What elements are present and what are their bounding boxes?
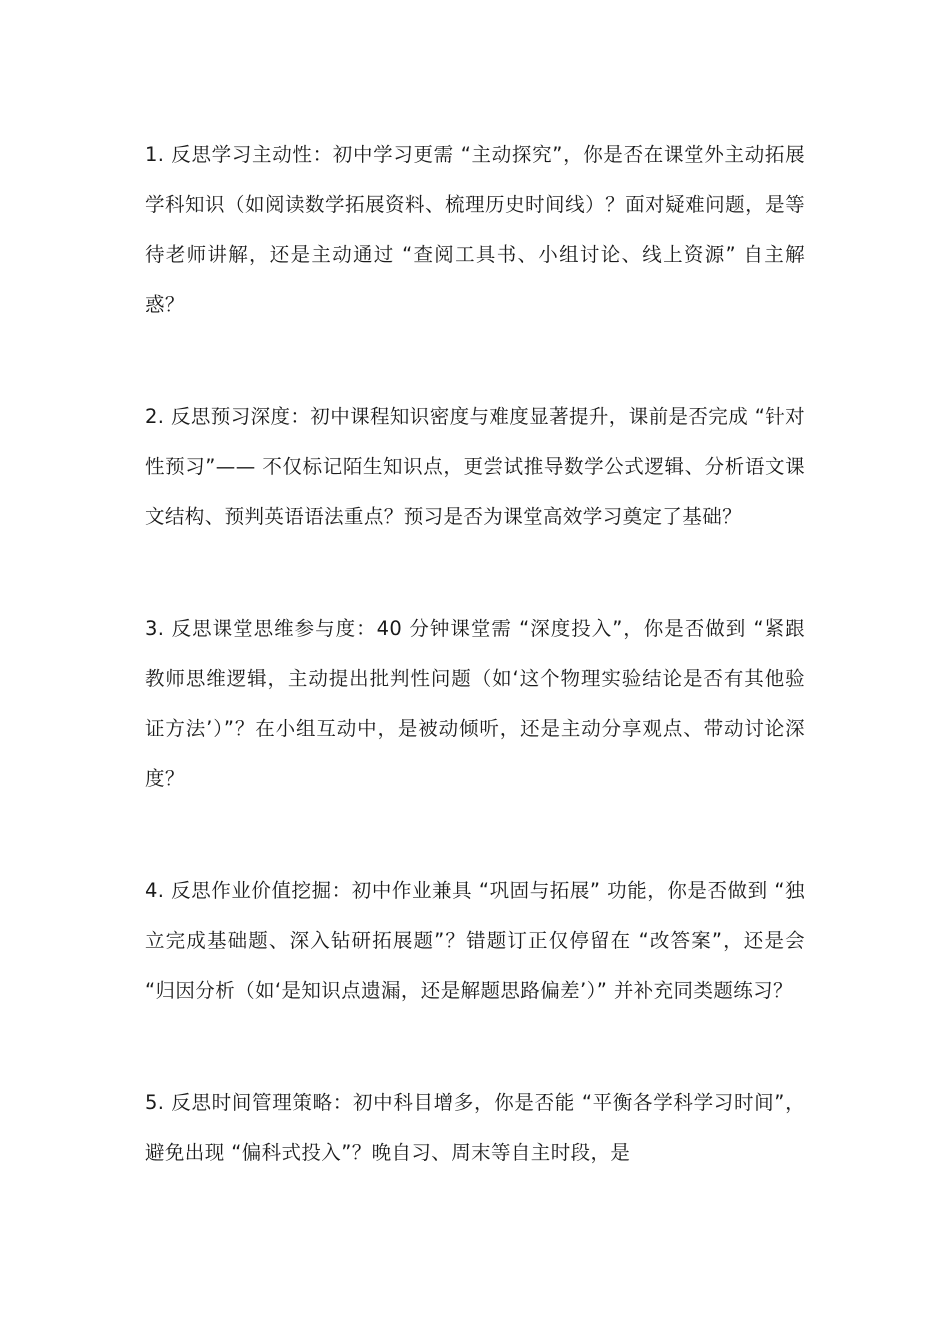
paragraph-4: 4. 反思作业价值挖掘：初中作业兼具 “巩固与拓展” 功能，你是否做到 “独立完成基础题、深入钻研拓展题”？错题订正仅停留在 “改答案”，还是会 “归因分析（如‘是知识点遗漏，还是解题思路偏差’）” 并补充同类题练习？ xyxy=(145,879,805,1002)
paragraph-2: 2. 反思预习深度：初中课程知识密度与难度显著提升，课前是否完成 “针对性预习”—— 不仅标记陌生知识点，更尝试推导数学公式逻辑、分析语文课文结构、预判英语语法重点？预习是否为课堂高效学习奠定了基础？ xyxy=(145,405,806,528)
paragraph-5: 5. 反思时间管理策略：初中科目增多，你是否能 “平衡各学科学习时间”，避免出现 “偏科式投入”？晚自习、周末等自主时段，是 xyxy=(145,1091,805,1164)
paragraph-1: 1. 反思学习主动性：初中学习更需 “主动探究”，你是否在课堂外主动拓展学科知识（如阅读数学拓展资料、梳理历史时间线）？面对疑难问题，是等待老师讲解，还是主动通过 “查阅工具书、小组讨论、线上资源” 自主解惑？ xyxy=(145,143,805,316)
paragraph-3: 3. 反思课堂思维参与度：40 分钟课堂需 “深度投入”，你是否做到 “紧跟教师思维逻辑，主动提出批判性问题（如‘这个物理实验结论是否有其他验证方法’）”？在小组互动中，是被动倾听，还是主动分享观点、带动讨论深度？ xyxy=(145,617,805,790)
document-body xyxy=(145,130,805,1240)
